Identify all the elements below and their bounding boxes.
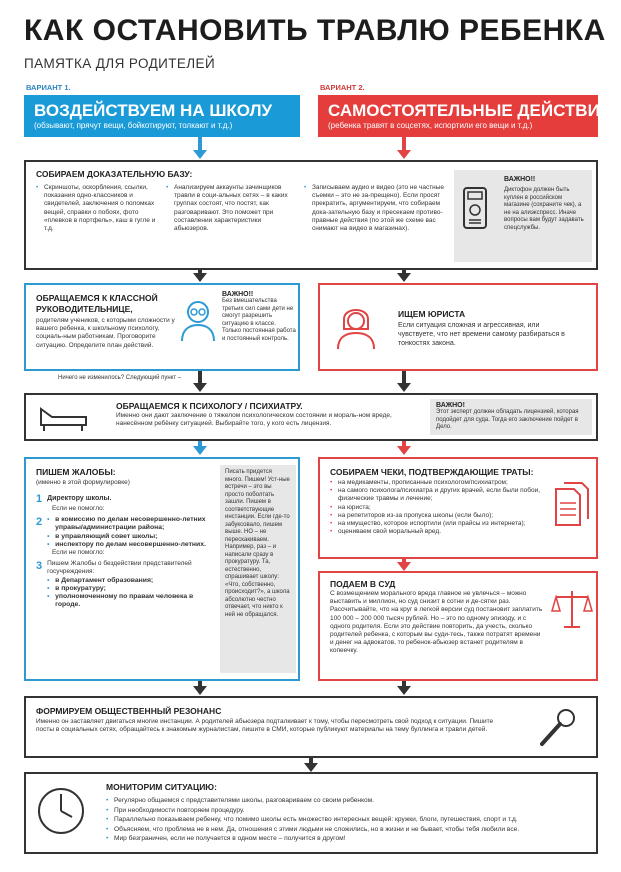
court-text: С возмещением морального вреда главное не увлечься – можно выставить и миллион, но суд снизит в сотни и де-сятки раз. Рассчитывайте, что на круг в легкой версии суд постановит заплатить 100 000 – 200 000 тысяч рублей. Но – это по одному эпизоду, и с одного родителя. Если это действие повторить, да учесть, сколько родителей ребенка, с которым вы суди-тесь, также потратят времени и денег на адвокатов, то ребенок-абьюзер встанет родителям в копеечку. xyxy=(330,590,543,655)
monitor-list xyxy=(106,796,586,844)
receipts-box xyxy=(318,457,598,559)
variant1-header xyxy=(24,95,300,137)
psych-important-text: Этот эксперт должен обладать лицензией, которая подойдет для суда. Тогда его заключение пойдет в Дело. xyxy=(436,409,579,430)
variant2-heading: САМОСТОЯТЕЛЬНЫЕ ДЕЙСТВИЯ xyxy=(328,101,613,120)
resonance-text: Именно он заставляет двигаться многие инстанции. А родителей абьюзера подталкивает к тому, чтобы пересмотреть свой подход к ситуации. Пишите посты в социальных сетях, обращайтесь к знакомым журналистам, пишите в СМИ, которые публикуют материалы на тему буллинга и травли детей. xyxy=(36,718,494,734)
step3-number: 3 xyxy=(36,560,43,573)
psych-box xyxy=(24,393,598,441)
evidence-col3-text: • Записываем аудио и видео (это не частные съемки – это не за-прещено). Если просят прекратить, аргументируем, что собираем дока-зательную базу и пресекаем противо-правные действия (по этой же схеме вас снимают на видео в магазинах). xyxy=(304,184,446,233)
court-box xyxy=(318,571,598,681)
evidence-col2-text: • Анализируем аккаунты зачинщиков травли в соци-альных сетях – в каких группах состоят, что постят, как разговаривают. Это поможет при составлении характеристики абьюзеров. xyxy=(166,184,296,233)
step2-item: • инспектору по делам несовершенно-летних. xyxy=(47,541,212,549)
page-title: КАК ОСТАНОВИТЬ ТРАВЛЮ РЕБЕНКА xyxy=(24,14,606,47)
evidence-col1 xyxy=(36,184,158,233)
lawyer-icon xyxy=(334,303,378,351)
variant2-header xyxy=(318,95,613,137)
arrow-stem xyxy=(402,137,406,151)
step2-item: • в комиссию по делам несовершенно-летних управы/администрации района; xyxy=(47,516,212,532)
teacher-important xyxy=(222,291,296,343)
receipt-item: • оцениваем свой моральный вред. xyxy=(330,528,544,536)
step3-item: • в Департамент образования; xyxy=(47,577,212,585)
teacher-text: родителям учеников, с которыми сложности у вашего ребенка, к школьному психологу, социаль-ным работникам. Проговорите ситуацию. Определите план действий. xyxy=(36,317,175,349)
psych-title: ОБРАЩАЕМСЯ К ПСИХОЛОГУ / ПСИХИАТРУ. xyxy=(116,401,303,411)
no-help-2: Если не помогло: xyxy=(52,549,105,557)
lawyer-title: ИЩЕМ ЮРИСТА xyxy=(398,309,466,319)
step3-item: • в прокуратуру; xyxy=(47,585,212,593)
psych-important xyxy=(430,399,592,435)
variant2-label: ВАРИАНТ 2. xyxy=(320,83,365,92)
teacher-nochange: Ничего не изменилось? Следующий пункт – xyxy=(58,375,182,381)
step2-number: 2 xyxy=(36,516,43,529)
evidence-important-title: ВАЖНО!! xyxy=(504,176,536,183)
monitor-item: • Регулярно общаемся с представителями школы, разговариваем со своим ребенком. xyxy=(106,796,586,806)
receipts-title: СОБИРАЕМ ЧЕКИ, ПОДТВЕРЖДАЮЩИЕ ТРАТЫ: xyxy=(330,467,534,477)
receipt-item: • на юриста; xyxy=(330,504,544,512)
evidence-box xyxy=(24,160,598,270)
monitor-item: • Параллельно показываем ребенку, что помимо школы есть множество интересных вещей: кружки, блоги, путешествия, спорт и т.д. xyxy=(106,815,586,825)
step2-list xyxy=(47,516,212,549)
resonance-box xyxy=(24,696,598,758)
arrow-down-icon xyxy=(397,446,411,455)
step1-number: 1 xyxy=(36,493,43,505)
receipt-item: • на медикаменты, прописанные психологом/психиатром; xyxy=(330,479,544,487)
voice-recorder-icon xyxy=(460,186,490,230)
arrow-down-icon xyxy=(397,383,411,392)
receipt-item: • на самого психолога/психиатра и других врачей, если были побои, физические травмы и лечение; xyxy=(330,487,544,503)
arrow-down-icon xyxy=(193,273,207,282)
arrow-down-icon xyxy=(193,686,207,695)
variant1-note: (обзывают, прячут вещи, бойкотируют, толкают и т.д.) xyxy=(34,121,233,130)
evidence-col3 xyxy=(304,184,446,233)
psych-text: Именно они дают заключение о тяжелом психологическом состоянии и мораль-ном вреде, нанесённом ребёнку ситуацией. Выбирайте того, у кого есть лицензия. xyxy=(116,412,392,428)
complaints-title: ПИШЕМ ЖАЛОБЫ: xyxy=(36,467,116,477)
evidence-important xyxy=(454,170,592,262)
monitor-item: • При необходимости повторяем процедуру. xyxy=(106,806,586,816)
complaints-box xyxy=(24,457,300,681)
no-help-1: Если не помогло: xyxy=(52,505,105,512)
court-title: ПОДАЕМ В СУД xyxy=(330,579,396,589)
lawyer-box xyxy=(318,283,598,371)
arrow-down-icon xyxy=(304,763,318,772)
arrow-down-icon xyxy=(193,383,207,392)
monitor-box xyxy=(24,772,598,854)
arrow-down-icon xyxy=(193,150,207,159)
variant2-note: (ребенка травят в соцсетях, испортили его вещи и т.д.) xyxy=(328,121,533,130)
evidence-important-text: Диктофон должен быть куплен в российском магазине (сохраните чек), а не на алиэкспресс. Иначе вопросы вам будут задавать спецслужбы. xyxy=(504,187,584,231)
arrow-down-icon xyxy=(397,562,411,571)
evidence-title: СОБИРАЕМ ДОКАЗАТЕЛЬНУЮ БАЗУ: xyxy=(36,169,193,179)
receipt-item: • на имущество, которое испортили (или прайсы из интернета); xyxy=(330,520,544,528)
resonance-title: ФОРМИРУЕМ ОБЩЕСТВЕННЫЙ РЕЗОНАНС xyxy=(36,706,222,716)
arrow-down-icon xyxy=(193,446,207,455)
receipt-item: • на репетиторов из-за пропуска школы (если было); xyxy=(330,512,544,520)
step3-list xyxy=(47,577,212,610)
teacher-box xyxy=(24,283,300,371)
arrow-down-icon xyxy=(397,273,411,282)
complaints-side-note: Писать придется много. Пишем! Уст-ные встречи – это вы просто поболтать зашли. Пишем в соответствующие инстанции. Если где-то забуксовало, пишем выше. НО – не перескакиваем. Например, раз – и написали сразу в прокуратуру. Та, естественно, спрашивает школу: «Что, собственно, происходит?», а школа абсолютно честно отвечает, что никто к ней не обращался. xyxy=(220,465,296,673)
lawyer-text: Если ситуация сложная и агрессивная, или чувствуете, что нет времени самому разбираться в тонкостях закона. xyxy=(398,322,565,347)
teacher-icon xyxy=(176,297,220,343)
step2-item: • в управляющий совет школы; xyxy=(47,533,212,541)
evidence-col2 xyxy=(166,184,296,233)
step3-item: • уполномоченному по правам человека в городе. xyxy=(47,593,212,609)
arrow-stem xyxy=(198,137,202,151)
receipts-icon xyxy=(552,481,592,529)
page-subtitle: ПАМЯТКА ДЛЯ РОДИТЕЛЕЙ xyxy=(24,56,216,71)
step1-text: Директору школы. xyxy=(47,494,112,502)
couch-icon xyxy=(38,403,90,433)
monitor-item: • Мир безграничен, если не получается в одном месте – получится в другом! xyxy=(106,834,586,844)
variant1-heading: ВОЗДЕЙСТВУЕМ НА ШКОЛУ xyxy=(34,101,273,120)
step3-intro: Пишем Жалобы о бездействии представителей госучреждения: xyxy=(47,560,192,576)
scales-icon xyxy=(550,587,594,631)
teacher-important-title: ВАЖНО!! xyxy=(222,291,254,298)
evidence-col1-text: • Скриншоты, оскорбления, ссылки, показания одно-классников и свидетелей, заключения о поломках вещей, справки о побоях, фото «плевков в портфель», каш в гугле и т.д. xyxy=(36,184,158,233)
complaints-steps xyxy=(36,493,212,609)
psych-important-title: ВАЖНО! xyxy=(436,402,465,409)
teacher-important-text: Без вмешательства третьих сил сами дети не смогут разрешить ситуацию в классе. Только постоянная работа и постоянный контроль. xyxy=(222,298,296,342)
receipts-list xyxy=(330,479,544,536)
arrow-down-icon xyxy=(397,686,411,695)
microphone-icon xyxy=(536,706,580,750)
teacher-title: ОБРАЩАЕМСЯ К КЛАССНОЙ РУКОВОДИТЕЛЬНИЦЕ, xyxy=(36,293,158,314)
variant1-label: ВАРИАНТ 1. xyxy=(26,83,71,92)
monitor-title: МОНИТОРИМ СИТУАЦИЮ: xyxy=(106,782,217,792)
complaints-subtitle: (именно в этой формулировке) xyxy=(36,479,130,486)
arrow-down-icon xyxy=(397,150,411,159)
monitoring-icon xyxy=(36,786,86,836)
monitor-item: • Объясняем, что проблема не в нем. Да, отношения с этими людьми не сложились, но в жизни и не бывает, чтобы тебя любили все. xyxy=(106,825,586,835)
